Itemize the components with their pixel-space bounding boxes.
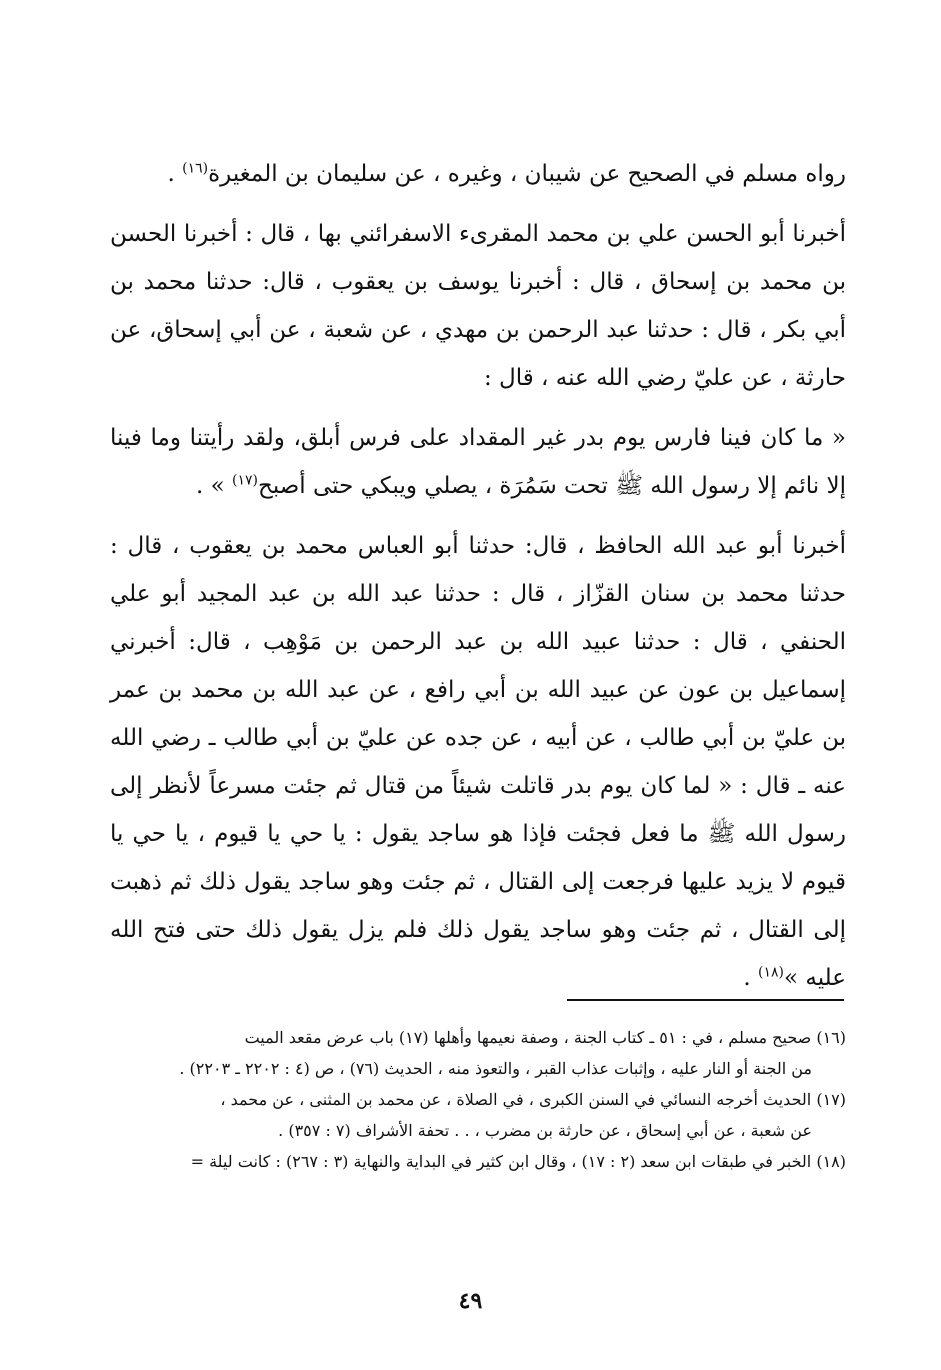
footnote-18-line1: (١٨) الخبر في طبقات ابن سعد (٢ : ١٧) ، وقال ابن كثير في البداية والنهاية (٣ : ٢٦٧) : كانت ليلة =: [190, 1152, 846, 1171]
paragraph-2: [110, 210, 846, 402]
footnotes: [110, 1022, 846, 1177]
footnote-ref-17: (١٧): [231, 472, 258, 489]
paragraph-1-end: .: [167, 161, 183, 187]
paragraph-3: [110, 414, 846, 510]
footnote-ref-16: (١٦): [182, 160, 209, 177]
paragraph-4: [110, 522, 846, 1002]
paragraph-1: [110, 150, 846, 198]
footnote-16: [110, 1022, 846, 1084]
footnote-separator: [567, 999, 844, 1001]
paragraph-2-text: أخبرنا أبو الحسن علي بن محمد المقرىء الاسفرائني بها ، قال : أخبرنا الحسن بن محمد بن إسحاق ، قال : أخبرنا يوسف بن يعقوب ، قال: حدثنا محمد بن أبي بكر ، قال : حدثنا عبد الرحمن بن مهدي ، عن شعبة ، عن أبي إسحاق، عن حارثة ، عن عليّ رضي الله عنه ، قال :: [110, 221, 846, 391]
footnote-17: [110, 1084, 846, 1146]
footnote-17-line1: (١٧) الحديث أخرجه النسائي في السنن الكبرى ، في الصلاة ، عن محمد بن المثنى ، عن محمد ،: [220, 1090, 846, 1109]
footnote-17-continuation: عن شعبة ، عن أبي إسحاق ، عن حارثة بن مضرب ، . . تحفة الأشراف (٧ : ٣٥٧) .: [278, 1121, 812, 1140]
footnote-18: [110, 1146, 846, 1177]
main-text: [110, 150, 846, 1002]
footnote-16-continuation: من الجنة أو النار عليه ، وإثبات عذاب القبر ، والتعوذ منه ، الحديث (٧٦) ، ص (٤ : ٢٢٠٢ ـ ٢٢٠٣) .: [179, 1059, 812, 1078]
page-number: ٤٩: [458, 1288, 483, 1314]
footnote-ref-18: (١٨): [758, 964, 784, 981]
paragraph-1-text: رواه مسلم في الصحيح عن شيبان ، وغيره ، عن سليمان بن المغيرة: [208, 161, 846, 187]
paragraph-4-text: أخبرنا أبو عبد الله الحافظ ، قال: حدثنا أبو العباس محمد بن يعقوب ، قال : حدثنا محمد بن سنان القزّاز ، قال : حدثنا عبد الله بن عبد المجيد أبو علي الحنفي ، قال : حدثنا عبيد الله بن عبد الرحمن بن مَوْهِب ، قال: أخبرني إسماعيل بن عون عن عبيد الله بن أبي رافع ، عن عبد الله بن محمد بن عمر بن عليّ بن أبي طالب ، عن أبيه ، عن جده عن عليّ بن أبي طالب ـ رضي الله عنه ـ قال : « لما كان يوم بدر قاتلت شيئاً من قتال ثم جئت مسرعاً لأنظر إلى رسول الله ﷺ ما فعل فجئت فإذا هو ساجد يقول : يا حي يا قيوم ، يا حي يا قيوم لا يزيد عليها فرجعت إلى القتال ، ثم جئت وهو ساجد يقول ذلك ثم ذهبت إلى القتال ، ثم جئت وهو ساجد يقول ذلك فلم يزل يقول ذلك حتى فتح الله عليه »: [110, 533, 846, 991]
paragraph-3-end: » .: [195, 473, 232, 499]
paragraph-4-end: .: [743, 965, 759, 991]
footnote-16-line1: (١٦) صحيح مسلم ، في : ٥١ ـ كتاب الجنة ، وصفة نعيمها وأهلها (١٧) باب عرض مقعد الميت: [244, 1028, 846, 1047]
paragraph-3-text: « ما كان فينا فارس يوم بدر غير المقداد على فرس أبلق، ولقد رأيتنا وما فينا إلا نائم إلا رسول الله ﷺ تحت سَمُرَة ، يصلي ويبكي حتى أصبح: [110, 425, 846, 499]
